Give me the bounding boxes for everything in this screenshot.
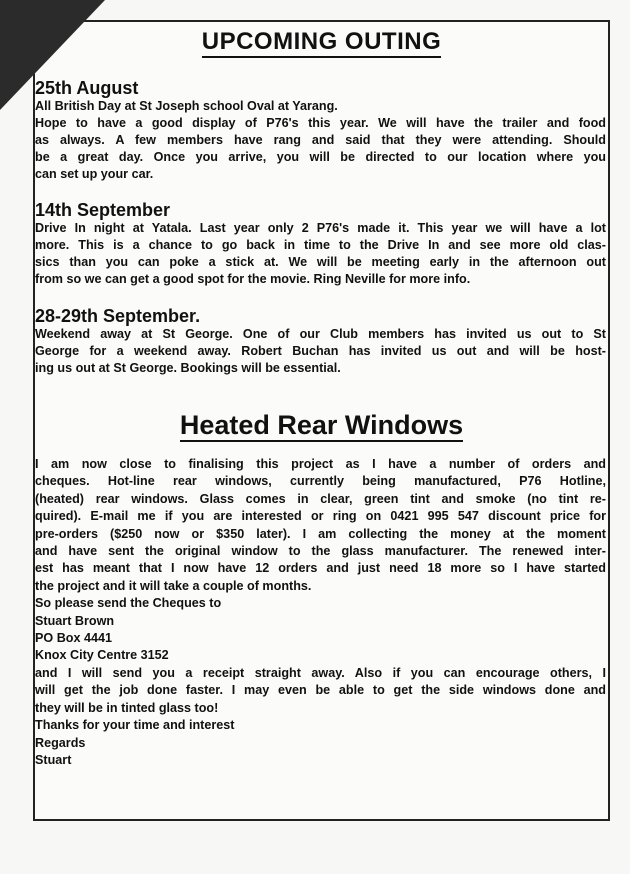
section-line: pre-orders ($250 now or $350 later). I am collecting the money at the moment	[35, 526, 606, 541]
section-line: I am now close to finalising this project as I have a number of orders and	[35, 457, 606, 471]
event-line: Weekend away at St George. One of our Club members has invited us out to St	[35, 327, 606, 341]
event-heading: 25th August	[35, 78, 139, 98]
event-block	[35, 306, 606, 377]
event-line: can set up your car.	[35, 167, 154, 181]
event-line: be a great day. Once you arrive, you will be directed to our location where you	[35, 150, 606, 164]
event-block	[35, 200, 606, 288]
event-line: as always. A few members have rang and said that they were attending. Should	[35, 133, 606, 147]
newsletter-frame	[33, 20, 610, 821]
event-line: from so we can get a good spot for the movie. Ring Neville for more info.	[35, 272, 471, 286]
event-line: more. This is a chance to go back in time to the Drive In and see more old clas-	[35, 238, 606, 252]
section-line: cheques. Hot-line rear windows, currently being manufactured, P76 Hotline,	[35, 474, 606, 489]
page-title-text: UPCOMING OUTING	[202, 28, 442, 58]
event-line: All British Day at St Joseph school Oval at Yarang.	[35, 99, 338, 113]
section-body	[35, 456, 606, 769]
event-body	[35, 326, 606, 377]
section-line: the project and it will take a couple of months.	[35, 578, 312, 593]
section-line: and have sent the original window to the glass manufacturer. The renewed inter-	[35, 544, 606, 559]
section-paragraph	[35, 456, 606, 769]
section-line: (heated) rear windows. Glass comes in clear, green tint and smoke (no tint re-	[35, 491, 606, 506]
section-line: PO Box 4441	[35, 631, 113, 646]
section-line: est has meant that I now have 12 orders and just need 18 more so I have started	[35, 561, 606, 576]
section-line: Stuart Brown	[35, 613, 115, 628]
section-line: Stuart	[35, 752, 72, 767]
event-body	[35, 98, 606, 183]
event-heading: 28-29th September.	[35, 306, 201, 326]
section-line: Regards	[35, 735, 86, 750]
section-line: Knox City Centre 3152	[35, 648, 169, 663]
section-title	[35, 410, 608, 441]
event-line: ing us out at St George. Bookings will be essential.	[35, 361, 341, 375]
event-block	[35, 78, 606, 183]
event-heading: 14th September	[35, 200, 171, 220]
section-line: will get the job done faster. I may even be able to get the side windows done and	[35, 683, 606, 698]
event-line: Hope to have a good display of P76's this year. We will have the trailer and food	[35, 116, 606, 130]
event-line: Drive In night at Yatala. Last year only 2 P76's made it. This year we will have a lot	[35, 221, 606, 235]
section-title-text: Heated Rear Windows	[179, 410, 464, 440]
section-line: quired). E-mail me if you are interested or ring on 0421 995 547 discount price for	[35, 509, 606, 524]
section-line: they will be in tinted glass too!	[35, 700, 219, 715]
event-body	[35, 220, 606, 288]
section-line: So please send the Cheques to	[35, 596, 222, 611]
page-title	[35, 28, 608, 56]
page-corner-shadow	[0, 0, 105, 110]
section-line: and I will send you a receipt straight away. Also if you can encourage others, I	[35, 665, 606, 680]
event-line: sics than you can poke a stick at. We will be meeting early in the afternoon out	[35, 255, 606, 269]
section-line: Thanks for your time and interest	[35, 718, 235, 733]
event-line: George for a weekend away. Robert Buchan has invited us out and will be host-	[35, 344, 606, 358]
